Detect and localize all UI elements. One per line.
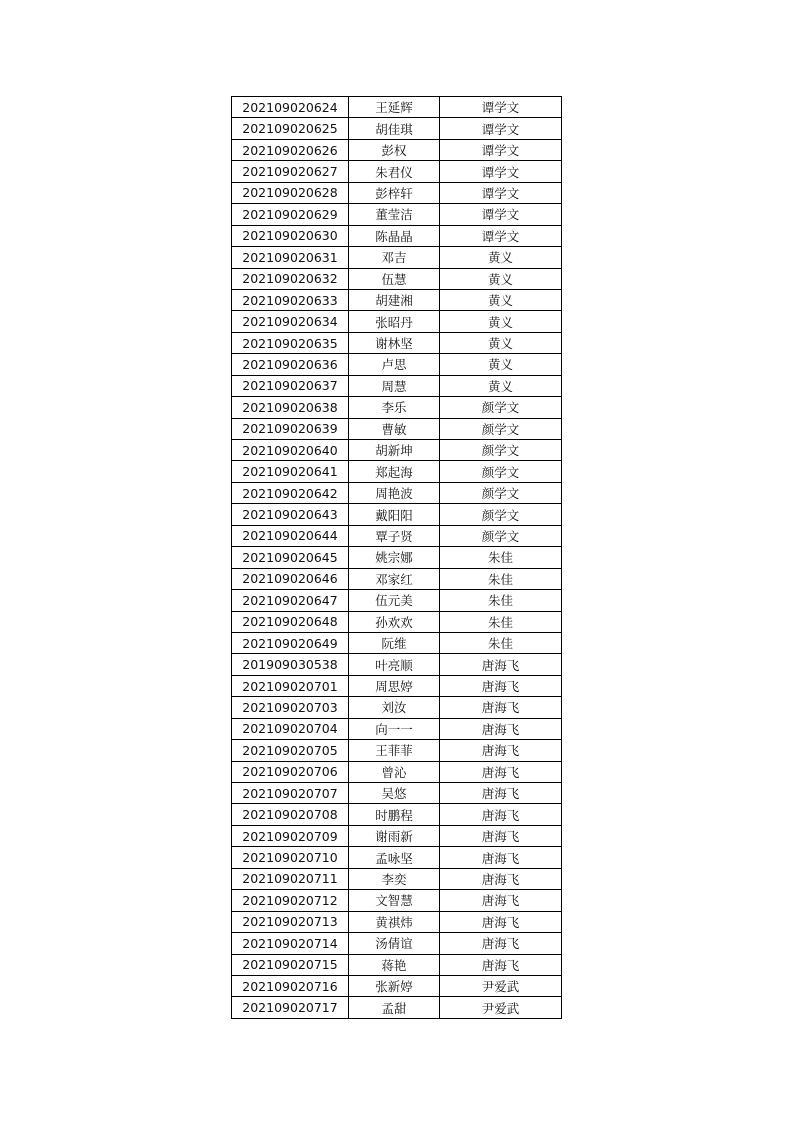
table-row	[232, 161, 562, 182]
student-id-cell: 202109020649	[232, 632, 349, 653]
student-id-cell: 202109020704	[232, 718, 349, 739]
student-id-cell: 202109020625	[232, 118, 349, 139]
advisor-name-cell: 颜学文	[440, 418, 562, 439]
student-name-cell: 孙欢欢	[349, 611, 440, 632]
student-name-cell: 吴悠	[349, 783, 440, 804]
table-row	[232, 118, 562, 139]
table-row	[232, 139, 562, 160]
table-row	[232, 783, 562, 804]
student-id-cell: 202109020626	[232, 139, 349, 160]
student-id-cell: 202109020709	[232, 825, 349, 846]
student-id-cell: 202109020636	[232, 354, 349, 375]
advisor-name-cell: 唐海飞	[440, 847, 562, 868]
student-id-cell: 202109020641	[232, 461, 349, 482]
student-id-cell: 202109020701	[232, 675, 349, 696]
student-name-cell: 刘汝	[349, 697, 440, 718]
student-id-cell: 202109020705	[232, 740, 349, 761]
advisor-name-cell: 黄义	[440, 354, 562, 375]
student-name-cell: 邓家红	[349, 568, 440, 589]
student-id-cell: 202109020710	[232, 847, 349, 868]
advisor-name-cell: 黄义	[440, 289, 562, 310]
advisor-name-cell: 颜学文	[440, 482, 562, 503]
student-id-cell: 202109020711	[232, 868, 349, 889]
table-row	[232, 354, 562, 375]
advisor-name-cell: 唐海飞	[440, 890, 562, 911]
advisor-name-cell: 唐海飞	[440, 933, 562, 954]
student-name-cell: 阮维	[349, 632, 440, 653]
table-row	[232, 375, 562, 396]
table-row	[232, 311, 562, 332]
student-id-cell: 202109020643	[232, 504, 349, 525]
table-row	[232, 911, 562, 932]
student-id-cell: 202109020713	[232, 911, 349, 932]
table-row	[232, 182, 562, 203]
student-id-cell: 202109020648	[232, 611, 349, 632]
table-row	[232, 397, 562, 418]
table-row	[232, 847, 562, 868]
advisor-name-cell: 朱佳	[440, 590, 562, 611]
table-row	[232, 268, 562, 289]
table-row	[232, 997, 562, 1018]
table-row	[232, 482, 562, 503]
student-id-cell: 202109020644	[232, 525, 349, 546]
table-row	[232, 718, 562, 739]
table-row	[232, 504, 562, 525]
student-id-cell: 202109020715	[232, 954, 349, 975]
table-row	[232, 697, 562, 718]
student-name-cell: 王菲菲	[349, 740, 440, 761]
table-row	[232, 525, 562, 546]
student-id-cell: 202109020631	[232, 247, 349, 268]
advisor-name-cell: 朱佳	[440, 611, 562, 632]
table-row	[232, 611, 562, 632]
student-name-cell: 周慧	[349, 375, 440, 396]
student-name-cell: 周思婷	[349, 675, 440, 696]
advisor-name-cell: 颜学文	[440, 525, 562, 546]
advisor-name-cell: 唐海飞	[440, 954, 562, 975]
advisor-name-cell: 黄义	[440, 247, 562, 268]
student-name-cell: 时鹏程	[349, 804, 440, 825]
student-id-cell: 202109020714	[232, 933, 349, 954]
student-name-cell: 李乐	[349, 397, 440, 418]
table-row	[232, 675, 562, 696]
advisor-name-cell: 朱佳	[440, 568, 562, 589]
table-row	[232, 247, 562, 268]
student-id-cell: 202109020637	[232, 375, 349, 396]
table-row	[232, 933, 562, 954]
table-row	[232, 954, 562, 975]
advisor-name-cell: 唐海飞	[440, 675, 562, 696]
advisor-name-cell: 唐海飞	[440, 654, 562, 675]
advisor-name-cell: 颜学文	[440, 440, 562, 461]
student-name-cell: 朱君仪	[349, 161, 440, 182]
student-id-cell: 202109020716	[232, 975, 349, 996]
advisor-name-cell: 黄义	[440, 311, 562, 332]
student-name-cell: 王延辉	[349, 97, 440, 118]
table-row	[232, 440, 562, 461]
student-name-cell: 张昭丹	[349, 311, 440, 332]
advisor-name-cell: 颜学文	[440, 397, 562, 418]
advisor-name-cell: 黄义	[440, 268, 562, 289]
student-name-cell: 李奕	[349, 868, 440, 889]
student-id-cell: 202109020706	[232, 761, 349, 782]
advisor-name-cell: 尹爱武	[440, 975, 562, 996]
student-name-cell: 曹敏	[349, 418, 440, 439]
table-row	[232, 632, 562, 653]
table-row	[232, 547, 562, 568]
student-name-cell: 孟咏坚	[349, 847, 440, 868]
table-row	[232, 568, 562, 589]
student-name-cell: 向一一	[349, 718, 440, 739]
student-name-cell: 孟甜	[349, 997, 440, 1018]
student-advisor-table	[231, 96, 562, 1019]
student-name-cell: 卢思	[349, 354, 440, 375]
advisor-name-cell: 谭学文	[440, 139, 562, 160]
advisor-name-cell: 唐海飞	[440, 868, 562, 889]
student-id-cell: 202109020634	[232, 311, 349, 332]
student-name-cell: 陈晶晶	[349, 225, 440, 246]
student-name-cell: 董莹洁	[349, 204, 440, 225]
student-id-cell: 202109020638	[232, 397, 349, 418]
student-name-cell: 周艳波	[349, 482, 440, 503]
student-id-cell: 202109020647	[232, 590, 349, 611]
table-row	[232, 461, 562, 482]
advisor-name-cell: 颜学文	[440, 504, 562, 525]
table-row	[232, 289, 562, 310]
student-name-cell: 张新婷	[349, 975, 440, 996]
student-id-cell: 202109020635	[232, 332, 349, 353]
student-id-cell: 202109020624	[232, 97, 349, 118]
advisor-name-cell: 唐海飞	[440, 761, 562, 782]
student-name-cell: 黄祺炜	[349, 911, 440, 932]
student-name-cell: 谢林坚	[349, 332, 440, 353]
student-name-cell: 彭权	[349, 139, 440, 160]
advisor-name-cell: 黄义	[440, 375, 562, 396]
table-row	[232, 225, 562, 246]
advisor-name-cell: 谭学文	[440, 97, 562, 118]
advisor-name-cell: 颜学文	[440, 461, 562, 482]
student-id-cell: 202109020707	[232, 783, 349, 804]
student-id-cell: 202109020717	[232, 997, 349, 1018]
advisor-name-cell: 谭学文	[440, 161, 562, 182]
advisor-name-cell: 朱佳	[440, 632, 562, 653]
table-row	[232, 825, 562, 846]
student-id-cell: 202109020629	[232, 204, 349, 225]
student-name-cell: 谢雨新	[349, 825, 440, 846]
student-id-cell: 202109020712	[232, 890, 349, 911]
table-row	[232, 204, 562, 225]
student-name-cell: 胡新坤	[349, 440, 440, 461]
advisor-name-cell: 谭学文	[440, 204, 562, 225]
student-id-cell: 202109020642	[232, 482, 349, 503]
student-name-cell: 伍慧	[349, 268, 440, 289]
advisor-name-cell: 朱佳	[440, 547, 562, 568]
table-row	[232, 761, 562, 782]
table-row	[232, 740, 562, 761]
student-name-cell: 覃子贤	[349, 525, 440, 546]
student-name-cell: 文智慧	[349, 890, 440, 911]
student-name-cell: 胡佳琪	[349, 118, 440, 139]
student-name-cell: 蒋艳	[349, 954, 440, 975]
table-row	[232, 97, 562, 118]
student-id-cell: 201909030538	[232, 654, 349, 675]
student-name-cell: 胡建湘	[349, 289, 440, 310]
student-id-cell: 202109020627	[232, 161, 349, 182]
student-name-cell: 彭梓轩	[349, 182, 440, 203]
student-id-cell: 202109020639	[232, 418, 349, 439]
table-row	[232, 332, 562, 353]
advisor-name-cell: 唐海飞	[440, 825, 562, 846]
student-name-cell: 姚宗娜	[349, 547, 440, 568]
table-row	[232, 890, 562, 911]
table-row	[232, 975, 562, 996]
table-row	[232, 590, 562, 611]
advisor-name-cell: 唐海飞	[440, 740, 562, 761]
student-id-cell: 202109020640	[232, 440, 349, 461]
student-id-cell: 202109020632	[232, 268, 349, 289]
student-id-cell: 202109020633	[232, 289, 349, 310]
student-name-cell: 曾沁	[349, 761, 440, 782]
student-id-cell: 202109020646	[232, 568, 349, 589]
student-id-cell: 202109020628	[232, 182, 349, 203]
advisor-name-cell: 谭学文	[440, 182, 562, 203]
advisor-name-cell: 唐海飞	[440, 718, 562, 739]
advisor-name-cell: 谭学文	[440, 118, 562, 139]
student-name-cell: 戴阳阳	[349, 504, 440, 525]
table-row	[232, 868, 562, 889]
student-name-cell: 汤倩谊	[349, 933, 440, 954]
table-body	[232, 97, 562, 1019]
table-row	[232, 804, 562, 825]
advisor-name-cell: 黄义	[440, 332, 562, 353]
table-row	[232, 654, 562, 675]
advisor-name-cell: 唐海飞	[440, 804, 562, 825]
student-name-cell: 郑起海	[349, 461, 440, 482]
advisor-name-cell: 唐海飞	[440, 697, 562, 718]
advisor-name-cell: 唐海飞	[440, 783, 562, 804]
student-name-cell: 邓吉	[349, 247, 440, 268]
student-id-cell: 202109020708	[232, 804, 349, 825]
advisor-name-cell: 谭学文	[440, 225, 562, 246]
student-name-cell: 伍元美	[349, 590, 440, 611]
student-name-cell: 叶亮顺	[349, 654, 440, 675]
student-id-cell: 202109020630	[232, 225, 349, 246]
table-row	[232, 418, 562, 439]
student-id-cell: 202109020645	[232, 547, 349, 568]
student-id-cell: 202109020703	[232, 697, 349, 718]
advisor-name-cell: 尹爱武	[440, 997, 562, 1018]
advisor-name-cell: 唐海飞	[440, 911, 562, 932]
